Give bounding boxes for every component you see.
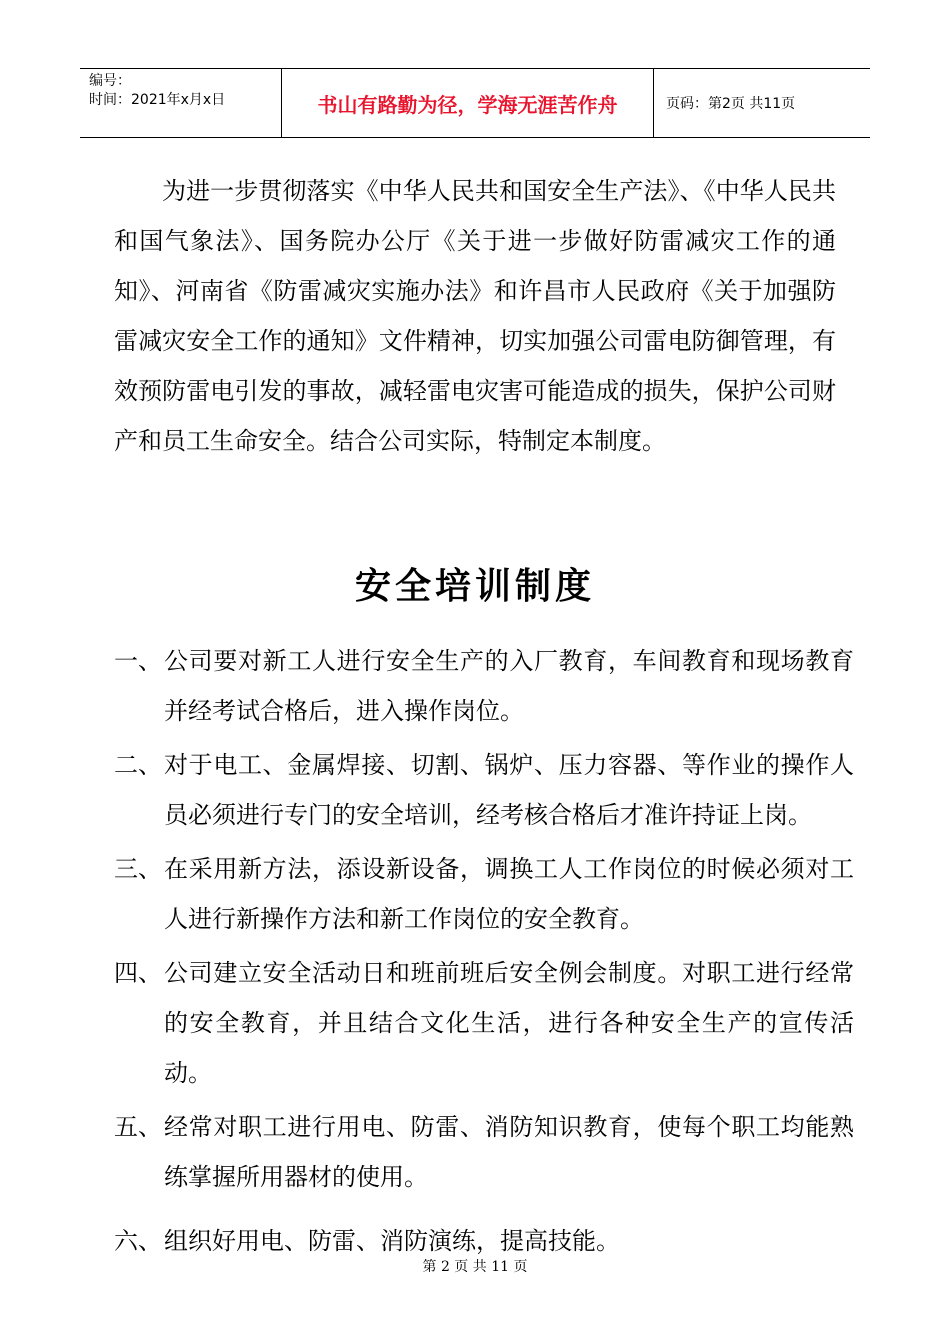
page-footer: 第 2 页 共 11 页 [422,1259,528,1275]
list-item-number: 三、 [114,855,162,883]
document-header [80,68,870,138]
list-item-text: 公司要对新工人进行安全生产的入厂教育，车间教育和现场教育并经考试合格后，进入操作岗位。 [164,647,854,725]
header-page-info: 页码：第2页 共11页 [666,96,796,112]
list-item [114,740,854,840]
list-item-text: 公司建立安全活动日和班前班后安全例会制度。对职工进行经常的安全教育，并且结合文化生活，进行各种安全生产的宣传活动。 [164,959,854,1087]
list-item-number: 六、 [114,1227,162,1255]
list-item-text: 在采用新方法，添设新设备，调换工人工作岗位的时候必须对工人进行新操作方法和新工作岗位的安全教育。 [164,855,854,933]
header-motto: 书山有路勤为径，学海无涯苦作舟 [282,69,654,137]
header-date-label: 时间：2021年x月x日 [89,92,226,108]
list-item-text: 组织好用电、防雷、消防演练，提高技能。 [164,1227,620,1255]
list-item-number: 一、 [114,647,162,675]
list-item [114,1102,854,1202]
list-item-number: 五、 [114,1113,162,1141]
list-item [114,636,854,736]
intro-paragraph: 为进一步贯彻落实《中华人民共和国安全生产法》、《中华人民共和国气象法》、国务院办公厅《关于进一步做好防雷减灾工作的通知》、河南省《防雷减灾实施办法》和许昌市人民政府《关于加强防雷减灾安全工作的通知》文件精神，切实加强公司雷电防御管理，有效预防雷电引发的事故，减轻雷电灾害可能造成的损失，保护公司财产和员工生命安全。结合公司实际，特制定本制度。 [114,177,836,455]
list-item-text: 对于电工、金属焊接、切割、锅炉、压力容器、等作业的操作人员必须进行专门的安全培训，经考核合格后才准许持证上岗。 [164,751,854,829]
rules-list [114,636,854,1270]
section-title: 安全培训制度 [354,566,595,607]
header-number-label: 编号： [89,73,131,89]
header-meta [80,69,282,137]
list-item [114,844,854,944]
list-item-number: 二、 [114,751,162,779]
list-item-number: 四、 [114,959,162,987]
list-item-text: 经常对职工进行用电、防雷、消防知识教育，使每个职工均能熟练掌握所用器材的使用。 [164,1113,854,1191]
list-item [114,948,854,1098]
